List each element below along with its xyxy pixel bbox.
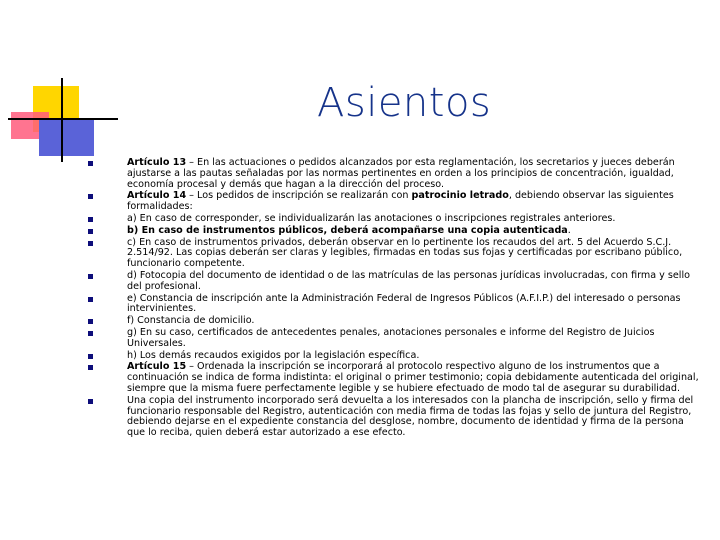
bullet-icon: [88, 161, 93, 166]
list-item: e) Constancia de inscripción ante la Administración Federal de Ingresos Públicos (A.F.I.P.) del interesado o personas intervinientes.: [88, 294, 700, 316]
list-item: f) Constancia de domicilio.: [88, 316, 700, 327]
list-item: h) Los demás recaudos exigidos por la legislación específica.: [88, 351, 700, 362]
list-item: d) Fotocopia del documento de identidad o de las matrículas de las personas jurídicas involucradas, con firma y sello del profesional.: [88, 271, 700, 293]
bullet-icon: [88, 354, 93, 359]
list-item: Una copia del instrumento incorporado será devuelta a los interesados con la plancha de inscripción, sello y firma del funcionario responsable del Registro, autenticación con media firma de todas las fojas y sello de juntura del Registro, debiendo dejarse en el expediente constancia del desglose, nombre, documento de identidad y firma de la persona que lo reciba, quien deberá estar autorizado a ese efecto.: [88, 396, 700, 439]
slide-title: Asientos: [317, 80, 492, 126]
list-item: g) En su caso, certificados de antecedentes penales, anotaciones personales e informe del Registro de Juicios Universales.: [88, 328, 700, 350]
list-item: Artículo 13 – En las actuaciones o pedidos alcanzados por esta reglamentación, los secretarios y jueces deberán ajustarse a las pautas señaladas por las normas pertinentes en orden a los principios de concentración, igualdad, economía procesal y demás que hagan a la dirección del proceso.: [88, 158, 700, 190]
bullet-icon: [88, 365, 93, 370]
bullet-icon: [88, 297, 93, 302]
bullet-icon: [88, 399, 93, 404]
list-item: a) En caso de corresponder, se individualizarán las anotaciones o inscripciones registrales anteriores.: [88, 214, 700, 225]
bullet-icon: [88, 194, 93, 199]
list-item: Artículo 15 – Ordenada la inscripción se incorporará al protocolo respectivo alguno de los instrumentos que a continuación se indica de forma indistinta: el original o primer testimonio; copia debidamente autenticada del original, siempre que la misma fuere perfectamente legible y se hubiere efectuado de modo tal de asegurar su durabilidad.: [88, 362, 700, 394]
list-item: Artículo 14 – Los pedidos de inscripción se realizarán con patrocinio letrado, debiendo observar las siguientes formalidades:: [88, 191, 700, 213]
bullet-icon: [88, 217, 93, 222]
bullet-icon: [88, 274, 93, 279]
bullet-icon: [88, 319, 93, 324]
bullet-list: [88, 158, 700, 440]
bullet-icon: [88, 229, 93, 234]
list-item: c) En caso de instrumentos privados, deberán observar en lo pertinente los recaudos del art. 5 del Acuerdo S.C.J. 2.514/92. Las copias deberán ser claras y legibles, firmadas en todas sus fojas y certificadas por escribano público, funcionario competente.: [88, 238, 700, 270]
bullet-icon: [88, 331, 93, 336]
slide-title-area: [0, 80, 720, 132]
bullet-icon: [88, 241, 93, 246]
list-item: b) En caso de instrumentos públicos, deberá acompañarse una copia autenticada.: [88, 226, 700, 237]
